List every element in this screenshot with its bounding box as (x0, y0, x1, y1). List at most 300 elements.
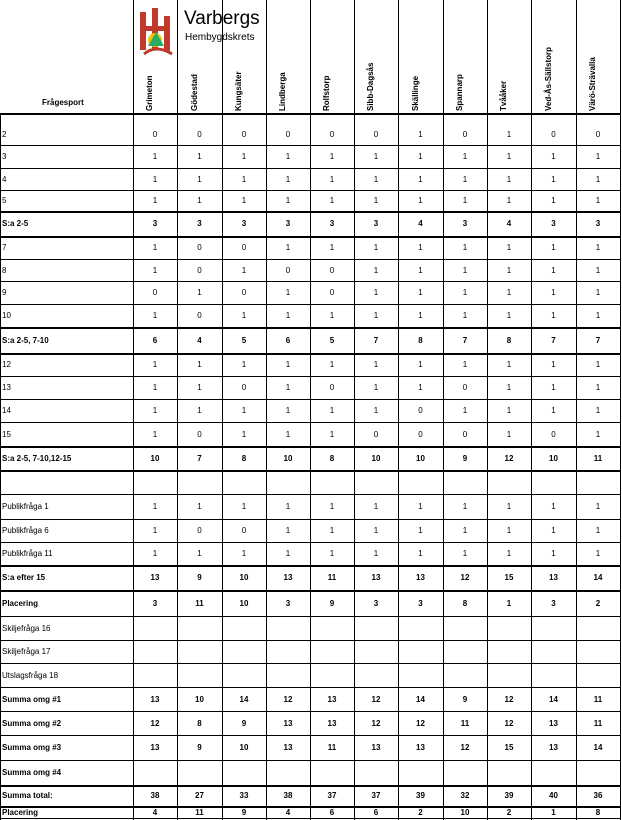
table-cell: 1 (241, 196, 247, 205)
table-cell: 1 (285, 152, 291, 161)
table-cell: 1 (329, 243, 335, 252)
table-cell: 1 (329, 152, 335, 161)
column-header (222, 0, 266, 114)
table-cell: 1 (595, 430, 601, 439)
table-cell: 0 (329, 266, 335, 275)
table-cell: 1 (506, 288, 512, 297)
table-cell: 10 (416, 454, 425, 463)
table-cell: 1 (418, 288, 423, 297)
table-cell: 4 (197, 336, 202, 345)
table-cell: 3 (241, 219, 247, 228)
column-header-label: Lindberga (278, 72, 287, 111)
table-cell: 1 (462, 152, 468, 161)
table-cell: 13 (327, 719, 337, 728)
row-label: Placering (2, 599, 39, 608)
column-header (487, 0, 531, 114)
table-cell: 1 (462, 406, 468, 415)
logo-title: Varbergs (184, 8, 260, 29)
table-cell: 1 (241, 430, 247, 439)
table-cell: 1 (241, 502, 247, 511)
table-cell: 4 (285, 808, 291, 817)
logo-subtitle: Hembygdskrets (185, 32, 255, 43)
table-cell: 1 (506, 502, 512, 511)
table-cell: 9 (329, 599, 335, 608)
table-cell: 2 (418, 808, 423, 817)
table-cell: 1 (197, 152, 202, 161)
column-header-label: Rolfstorp (322, 75, 331, 111)
table-cell: 1 (197, 360, 202, 369)
table-cell: 8 (462, 599, 468, 608)
column-header (576, 0, 620, 114)
column-header-label: Kungsäter (234, 71, 243, 111)
table-cell: 36 (593, 791, 603, 800)
table-cell: 1 (462, 175, 468, 184)
table-cell: 1 (197, 383, 202, 392)
table-cell: 8 (241, 454, 247, 463)
table-cell: 1 (152, 360, 158, 369)
row-label: 2 (2, 130, 7, 139)
table-cell: 1 (506, 526, 512, 535)
table-cell: 32 (460, 791, 470, 800)
table-cell: 13 (416, 573, 425, 582)
table-cell: 1 (329, 430, 335, 439)
column-header (177, 0, 222, 114)
table-cell: 13 (150, 573, 160, 582)
table-cell: 0 (373, 130, 379, 139)
table-cell: 1 (373, 311, 379, 320)
table-cell: 1 (462, 360, 468, 369)
table-cell: 9 (197, 743, 202, 752)
corner-label: Frågesport (42, 98, 84, 107)
row-label: 7 (2, 243, 7, 252)
row-divider (0, 640, 620, 641)
row-label: Skiljefråga 17 (2, 647, 51, 656)
column-header (310, 0, 354, 114)
table-cell: 1 (551, 383, 556, 392)
table-cell: 11 (327, 573, 337, 582)
table-cell: 4 (506, 219, 512, 228)
table-cell: 13 (327, 695, 337, 704)
row-label: Placering (2, 808, 39, 817)
table-cell: 7 (197, 454, 202, 463)
table-cell: 1 (418, 243, 423, 252)
table-cell: 5 (329, 336, 335, 345)
table-cell: 1 (551, 288, 556, 297)
table-cell: 1 (152, 311, 158, 320)
table-cell: 1 (418, 383, 423, 392)
table-cell: 6 (285, 336, 291, 345)
table-cell: 0 (241, 243, 247, 252)
table-cell: 3 (595, 219, 601, 228)
row-label: 4 (2, 175, 7, 184)
table-cell: 3 (152, 219, 158, 228)
table-cell: 1 (506, 599, 512, 608)
row-divider (0, 446, 620, 448)
table-cell: 1 (506, 360, 512, 369)
table-cell: 1 (595, 196, 601, 205)
table-cell: 1 (595, 152, 601, 161)
row-divider (0, 304, 620, 305)
table-cell: 1 (506, 383, 512, 392)
table-cell: 39 (416, 791, 425, 800)
row-label: Summa omg #3 (2, 743, 62, 752)
table-cell: 12 (504, 454, 514, 463)
table-cell: 1 (285, 288, 291, 297)
table-cell: 4 (418, 219, 423, 228)
table-cell: 1 (418, 152, 423, 161)
column-header (354, 0, 398, 114)
table-cell: 11 (327, 743, 337, 752)
table-cell: 7 (595, 336, 601, 345)
table-cell: 1 (418, 266, 423, 275)
table-cell: 1 (241, 360, 247, 369)
table-cell: 0 (462, 130, 468, 139)
row-label: S:a 2-5 (2, 219, 29, 228)
table-cell: 1 (506, 152, 512, 161)
table-cell: 14 (416, 695, 425, 704)
table-cell: 1 (595, 175, 601, 184)
table-cell: 10 (150, 454, 160, 463)
column-header-label: Tvååker (499, 80, 508, 111)
table-cell: 8 (197, 719, 202, 728)
table-cell: 1 (152, 152, 158, 161)
table-cell: 1 (329, 406, 335, 415)
row-label: 9 (2, 288, 7, 297)
table-cell: 10 (239, 599, 249, 608)
row-divider (0, 590, 620, 592)
table-cell: 1 (595, 383, 601, 392)
table-cell: 1 (152, 430, 158, 439)
table-cell: 1 (152, 175, 158, 184)
table-cell: 0 (329, 288, 335, 297)
table-cell: 38 (283, 791, 293, 800)
table-cell: 15 (504, 573, 514, 582)
table-cell: 1 (285, 526, 291, 535)
table-cell: 8 (329, 454, 335, 463)
table-cell: 1 (373, 152, 379, 161)
table-cell: 13 (283, 719, 293, 728)
row-label: S:a efter 15 (2, 573, 46, 582)
row-label: S:a 2-5, 7-10,12-15 (2, 454, 72, 463)
row-label: 3 (2, 152, 7, 161)
table-cell: 6 (152, 336, 158, 345)
row-divider (0, 190, 620, 191)
table-cell: 33 (239, 791, 249, 800)
row-divider (0, 711, 620, 712)
row-divider (0, 785, 620, 787)
table-cell: 0 (197, 266, 202, 275)
row-label: Summa omg #4 (2, 768, 62, 777)
table-cell: 1 (152, 383, 158, 392)
table-cell: 13 (283, 573, 293, 582)
table-cell: 5 (241, 336, 247, 345)
table-cell: 13 (150, 695, 160, 704)
table-cell: 3 (329, 219, 335, 228)
column-header-label: Sibb-Dagsås (366, 62, 375, 111)
table-cell: 1 (418, 526, 423, 535)
row-divider (0, 353, 620, 355)
row-label: Summa omg #1 (2, 695, 62, 704)
table-cell: 1 (551, 175, 556, 184)
table-cell: 15 (504, 743, 514, 752)
table-cell: 1 (462, 196, 468, 205)
table-cell: 13 (549, 573, 558, 582)
row-divider (0, 818, 620, 819)
table-cell: 0 (551, 130, 556, 139)
table-cell: 1 (506, 430, 512, 439)
table-cell: 39 (504, 791, 514, 800)
table-cell: 11 (195, 808, 204, 817)
row-divider (0, 687, 620, 688)
table-cell: 1 (329, 196, 335, 205)
table-cell: 0 (241, 526, 247, 535)
table-cell: 1 (152, 502, 158, 511)
table-cell: 13 (283, 743, 293, 752)
table-cell: 11 (195, 599, 204, 608)
table-cell: 0 (462, 383, 468, 392)
table-cell: 8 (418, 336, 423, 345)
table-cell: 3 (285, 599, 291, 608)
table-cell: 10 (283, 454, 293, 463)
table-cell: 1 (462, 243, 468, 252)
table-cell: 1 (506, 196, 512, 205)
table-cell: 3 (373, 599, 379, 608)
table-cell: 12 (371, 719, 381, 728)
table-cell: 11 (460, 719, 470, 728)
table-cell: 0 (595, 130, 601, 139)
table-cell: 1 (241, 311, 247, 320)
table-cell: 11 (593, 719, 603, 728)
row-label: 14 (2, 406, 11, 415)
table-cell: 7 (462, 336, 468, 345)
table-cell: 10 (460, 808, 470, 817)
column-header-label: Ved-Ås-Sällstorp (543, 46, 553, 111)
table-cell: 14 (549, 695, 558, 704)
table-cell: 3 (418, 599, 423, 608)
row-divider (0, 168, 620, 169)
table-cell: 10 (195, 695, 204, 704)
table-cell: 1 (285, 383, 291, 392)
table-cell: 1 (462, 502, 468, 511)
table-cell: 1 (329, 526, 335, 535)
table-cell: 12 (283, 695, 293, 704)
table-cell: 0 (329, 383, 335, 392)
table-cell: 1 (551, 549, 556, 558)
table-cell: 1 (551, 196, 556, 205)
table-cell: 12 (371, 695, 381, 704)
table-cell: 1 (462, 266, 468, 275)
row-label: 15 (2, 430, 11, 439)
column-header-label: Grimeton (145, 75, 154, 111)
table-cell: 1 (595, 549, 601, 558)
row-label: Summa omg #2 (2, 719, 62, 728)
table-cell: 1 (418, 311, 423, 320)
table-cell: 9 (241, 808, 247, 817)
table-cell: 1 (152, 549, 158, 558)
table-cell: 1 (241, 549, 247, 558)
row-divider (0, 145, 620, 146)
row-label: Publikfråga 1 (2, 502, 49, 511)
table-cell: 0 (329, 130, 335, 139)
table-cell: 1 (329, 360, 335, 369)
table-cell: 1 (418, 175, 423, 184)
table-cell: 1 (551, 243, 556, 252)
table-cell: 1 (285, 430, 291, 439)
table-cell: 1 (595, 266, 601, 275)
table-cell: 1 (285, 502, 291, 511)
table-cell: 0 (285, 130, 291, 139)
table-cell: 1 (595, 360, 601, 369)
table-cell: 13 (416, 743, 425, 752)
table-cell: 1 (329, 311, 335, 320)
column-header (443, 0, 487, 114)
table-cell: 1 (373, 196, 379, 205)
table-cell: 1 (373, 383, 379, 392)
table-cell: 1 (551, 360, 556, 369)
table-cell: 1 (373, 360, 379, 369)
row-divider (0, 519, 620, 520)
table-cell: 1 (373, 406, 379, 415)
table-cell: 1 (551, 311, 556, 320)
table-cell: 1 (285, 311, 291, 320)
table-cell: 38 (150, 791, 160, 800)
table-cell: 1 (551, 152, 556, 161)
table-cell: 8 (506, 336, 512, 345)
table-cell: 40 (549, 791, 558, 800)
table-cell: 1 (152, 243, 158, 252)
table-cell: 0 (241, 288, 247, 297)
table-cell: 13 (549, 743, 558, 752)
row-label: 10 (2, 311, 11, 320)
table-cell: 3 (285, 219, 291, 228)
table-cell: 1 (152, 196, 158, 205)
table-cell: 1 (506, 130, 512, 139)
table-cell: 14 (593, 573, 603, 582)
grid-vertical-line (0, 114, 1, 820)
table-cell: 3 (551, 219, 556, 228)
table-cell: 3 (197, 219, 202, 228)
table-cell: 1 (373, 526, 379, 535)
table-cell: 1 (373, 175, 379, 184)
table-cell: 1 (551, 266, 556, 275)
table-cell: 6 (329, 808, 335, 817)
table-cell: 37 (327, 791, 337, 800)
table-cell: 1 (462, 549, 468, 558)
column-header (531, 0, 576, 114)
table-cell: 3 (462, 219, 468, 228)
table-cell: 0 (241, 383, 247, 392)
table-cell: 1 (285, 196, 291, 205)
row-label: 5 (2, 196, 7, 205)
table-cell: 1 (595, 502, 601, 511)
row-label: Publikfråga 6 (2, 526, 49, 535)
table-cell: 14 (239, 695, 249, 704)
column-header (398, 0, 443, 114)
table-cell: 2 (506, 808, 512, 817)
row-label: S:a 2-5, 7-10 (2, 336, 49, 345)
table-cell: 1 (506, 406, 512, 415)
row-divider (0, 494, 620, 495)
row-label: Summa total: (2, 791, 53, 800)
table-cell: 3 (551, 599, 556, 608)
table-cell: 1 (506, 243, 512, 252)
table-cell: 9 (241, 719, 247, 728)
table-cell: 11 (593, 695, 603, 704)
table-cell: 1 (462, 311, 468, 320)
table-cell: 1 (373, 288, 379, 297)
table-cell: 1 (551, 502, 556, 511)
column-header-label: Värö-Strävalla (588, 57, 597, 111)
row-divider (0, 616, 620, 617)
table-cell: 1 (197, 406, 202, 415)
table-cell: 1 (595, 406, 601, 415)
table-cell: 11 (593, 454, 603, 463)
table-cell: 0 (197, 243, 202, 252)
table-cell: 1 (241, 406, 247, 415)
table-cell: 1 (418, 502, 423, 511)
table-cell: 12 (416, 719, 425, 728)
grid-vertical-line (620, 0, 621, 820)
table-cell: 12 (460, 573, 470, 582)
row-divider (0, 211, 620, 213)
column-header-label: Gödestad (189, 74, 199, 111)
row-divider (0, 470, 620, 472)
row-divider (0, 376, 620, 377)
table-cell: 1 (197, 175, 202, 184)
table-cell: 1 (418, 196, 423, 205)
row-divider (0, 327, 620, 329)
table-cell: 27 (195, 791, 204, 800)
table-cell: 1 (373, 266, 379, 275)
table-cell: 0 (152, 288, 158, 297)
table-cell: 14 (593, 743, 603, 752)
table-cell: 6 (373, 808, 379, 817)
table-cell: 13 (371, 573, 381, 582)
column-header (133, 0, 177, 114)
table-cell: 7 (373, 336, 379, 345)
row-label: Skiljefråga 16 (2, 624, 51, 633)
table-cell: 1 (152, 266, 158, 275)
row-label: Utslagsfråga 18 (2, 671, 59, 680)
table-cell: 1 (506, 549, 512, 558)
table-cell: 0 (197, 430, 202, 439)
column-header (266, 0, 310, 114)
row-divider (0, 663, 620, 664)
table-cell: 0 (462, 430, 468, 439)
row-label: 8 (2, 266, 7, 275)
table-cell: 0 (197, 311, 202, 320)
table-cell: 1 (197, 196, 202, 205)
row-divider (0, 760, 620, 761)
table-cell: 8 (595, 808, 601, 817)
table-cell: 13 (150, 743, 160, 752)
table-cell: 1 (329, 175, 335, 184)
table-cell: 9 (462, 454, 468, 463)
row-divider (0, 735, 620, 736)
table-cell: 1 (551, 406, 556, 415)
table-cell: 1 (152, 526, 158, 535)
table-cell: 1 (418, 130, 423, 139)
table-cell: 1 (462, 526, 468, 535)
table-cell: 1 (506, 175, 512, 184)
table-cell: 3 (152, 599, 158, 608)
table-cell: 1 (285, 243, 291, 252)
table-cell: 0 (418, 406, 423, 415)
table-cell: 10 (239, 573, 249, 582)
table-cell: 9 (197, 573, 202, 582)
column-header-label: Skällinge (410, 75, 420, 111)
table-cell: 1 (551, 808, 556, 817)
